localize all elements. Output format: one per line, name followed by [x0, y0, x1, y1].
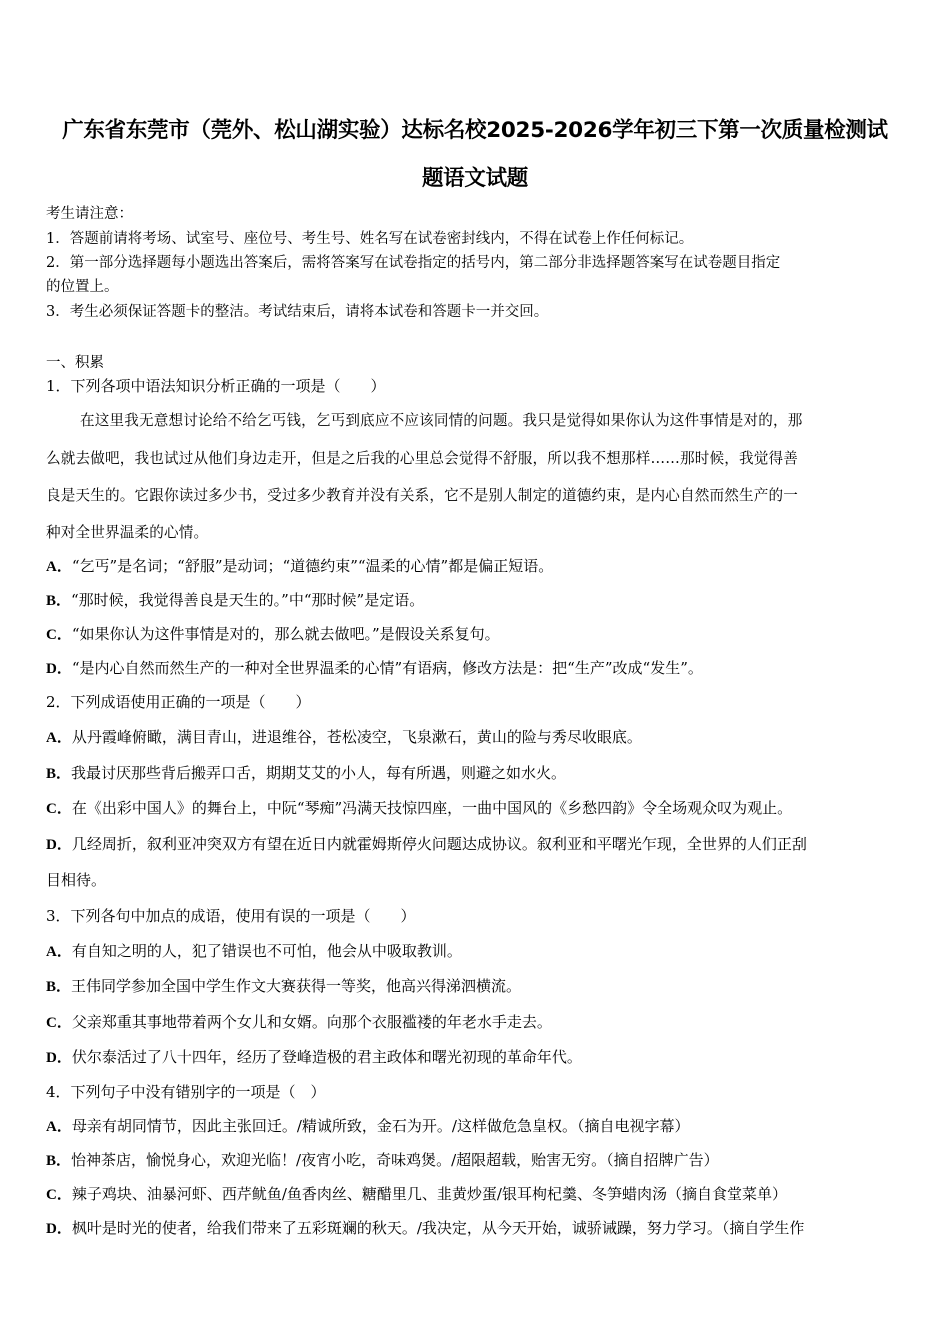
q1-option-d [46, 657, 908, 678]
q1-option-c-text: “如果你认为这件事情是对的，那么就去做吧。”是假设关系复句。 [71, 625, 500, 643]
q4-option-a-text: 母亲有胡同情节，因此主张回迁。/精诚所致，金石为开。/这样做危急皇权。（摘自电视字幕） [71, 1117, 690, 1135]
q3-option-a-letter: A． [46, 944, 72, 960]
q1-passage-line-1: 在这里我无意想讨论给不给乞丐钱，乞丐到底应不应该同情的问题。我只是觉得如果你认为这件事情是对的，那 [80, 412, 803, 429]
q4-option-b-letter: B． [46, 1153, 72, 1169]
q3-option-c-text: 父亲郑重其事地带着两个女儿和女婿。向那个衣服褴褛的年老水手走去。 [71, 1013, 552, 1031]
q2-option-b-letter: B． [46, 766, 72, 782]
q1-option-b-letter: B． [46, 593, 72, 609]
q1-option-a [46, 555, 908, 576]
q2-option-d-cont: 目相待。 [46, 871, 107, 889]
q2-option-a [46, 726, 908, 747]
q3-option-b [46, 975, 908, 996]
q3-option-d-text: 伏尔泰活过了八十四年，经历了登峰造极的君主政体和曙光初现的革命年代。 [71, 1048, 582, 1066]
q3-stem: 3．下列各句中加点的成语，使用有误的一项是（ ） [46, 907, 416, 925]
q1-option-c [46, 623, 908, 644]
q4-option-d-text: 枫叶是时光的使者，给我们带来了五彩斑斓的秋天。/我决定，从今天开始，诚骄诫躁，努力学习。（摘自学生作 [71, 1219, 805, 1237]
q3-option-a [46, 940, 908, 961]
q2-option-a-text: 从丹霞峰俯瞰，满目青山，进退维谷，苍松凌空，飞泉漱石，黄山的险与秀尽收眼底。 [71, 728, 642, 746]
q1-stem: 1．下列各项中语法知识分析正确的一项是（ ） [46, 377, 386, 395]
q3-option-a-text: 有自知之明的人，犯了错误也不可怕，他会从中吸取教训。 [71, 942, 462, 960]
notice-heading: 考生请注意： [46, 206, 133, 222]
q2-option-d-letter: D． [46, 837, 72, 853]
q2-option-a-letter: A． [46, 730, 72, 746]
notice-item-1: 1．答题前请将考场、试室号、座位号、考生号、姓名写在试卷密封线内，不得在试卷上作任何标记。 [46, 231, 694, 247]
q3-option-d-letter: D． [46, 1050, 72, 1066]
q1-option-a-letter: A． [46, 559, 72, 575]
notice-item-2-cont: 的位置上。 [46, 279, 119, 295]
q2-option-b [46, 762, 908, 783]
q3-option-d [46, 1046, 908, 1067]
q2-option-c-text: 在《出彩中国人》的舞台上，中阮“琴痴”冯满天技惊四座，一曲中国风的《乡愁四韵》令全场观众叹为观止。 [71, 799, 793, 817]
q4-option-b [46, 1149, 908, 1170]
q2-option-c [46, 797, 908, 818]
q1-option-c-letter: C． [46, 627, 72, 643]
q2-stem: 2．下列成语使用正确的一项是（ ） [46, 693, 311, 711]
q2-option-d-text: 几经周折，叙利亚冲突双方有望在近日内就霍姆斯停火问题达成协议。叙利亚和平曙光乍现，全世界的人们正刮 [71, 835, 807, 853]
exam-title-line-2: 题语文试题 [421, 166, 528, 191]
q2-option-c-letter: C． [46, 801, 72, 817]
q4-option-a [46, 1115, 908, 1136]
q1-option-d-letter: D． [46, 661, 72, 677]
q3-option-b-text: 王伟同学参加全国中学生作文大赛获得一等奖，他高兴得涕泗横流。 [71, 977, 522, 995]
q1-option-d-text: “是内心自然而然生产的一种对全世界温柔的心情”有语病，修改方法是：把“生产”改成“发生”。 [71, 659, 703, 677]
q4-option-c-letter: C． [46, 1187, 72, 1203]
q4-option-d [46, 1217, 908, 1238]
q3-option-c [46, 1011, 908, 1032]
q4-option-c [46, 1183, 908, 1204]
q3-option-c-letter: C． [46, 1015, 72, 1031]
q1-passage-line-4: 种对全世界温柔的心情。 [46, 524, 209, 541]
q1-passage-line-3: 良是天生的。它跟你读过多少书，受过多少教育并没有关系，它不是别人制定的道德约束，是内心自然而然生产的一 [46, 487, 798, 504]
q2-option-b-text: 我最讨厌那些背后搬弄口舌，期期艾艾的小人，每有所遇，则避之如水火。 [71, 764, 567, 782]
q4-option-d-letter: D． [46, 1221, 72, 1237]
q3-option-b-letter: B． [46, 979, 72, 995]
q2-option-d [46, 833, 908, 854]
q1-passage-line-2: 么就去做吧，我也试过从他们身边走开，但是之后我的心里总会觉得不舒服，所以我不想那样……那时候，我觉得善 [46, 450, 798, 467]
notice-item-2: 2．第一部分选择题每小题选出答案后，需将答案写在试卷指定的括号内，第二部分非选择题答案写在试卷题目指定 [46, 255, 781, 271]
q1-option-a-text: “乞丐”是名词；“舒服”是动词；“道德约束”“温柔的心情”都是偏正短语。 [71, 557, 554, 575]
exam-title-line-1: 广东省东莞市（莞外、松山湖实验）达标名校2025-2026学年初三下第一次质量检测试 [62, 118, 888, 143]
q1-option-b-text: “那时候，我觉得善良是天生的。”中“那时候”是定语。 [71, 591, 425, 609]
notice-item-3: 3．考生必须保证答题卡的整洁。考试结束后，请将本试卷和答题卡一并交回。 [46, 304, 549, 320]
q4-option-b-text: 怡神茶店，愉悦身心，欢迎光临！/夜宵小吃，奇味鸡煲。/超限超载，贻害无穷。（摘自招牌广告） [71, 1151, 719, 1169]
q4-stem: 4．下列句子中没有错别字的一项是（ ） [46, 1083, 326, 1101]
q1-option-b [46, 589, 908, 610]
q4-option-a-letter: A． [46, 1119, 72, 1135]
q4-option-c-text: 辣子鸡块、油暴河虾、西芹鱿鱼/鱼香肉丝、糖醋里几、韭黄炒蛋/银耳枸杞羹、冬笋蜡肉汤（摘自食堂菜单） [71, 1185, 787, 1203]
section-heading: 一、积累 [46, 355, 104, 371]
